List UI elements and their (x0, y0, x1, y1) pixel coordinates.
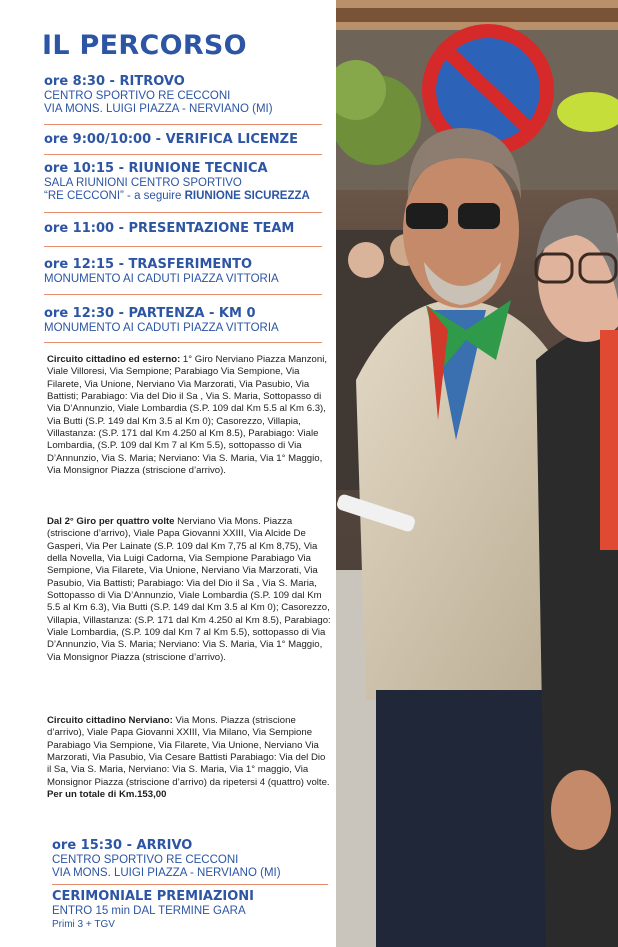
divider (44, 294, 322, 295)
route-total-distance: Per un totale di Km.153,00 (47, 789, 167, 801)
awards-section: CERIMONIALE PREMIAZIONI ENTRO 15 min DAL TERMINE GARA Primi 3 + TGV (52, 889, 255, 930)
circuit-external-description: Circuito cittadino ed esterno: 1° Giro Nerviano Piazza Manzoni, Viale Villoresi, Via Sempione; Parabiago Via Sempione, Via Filarete, Via Unione, Nerviano Via Marzorati, Via Pasubio, Via Battisti; Parabiago: Via del Dio il Sa , Via S. Maria, Sottopasso di Via D’Annunzio, Viale Lombardia (S.P. 109 dal Km 5.5 al Km 6.3), Via Butti (S.P. 149 dal Km 3.5 al Km 0); Casorezzo, Villapia, Villastanza: (S.P. 171 dal Km 4.250 al Km 8.5), Parabiago: Viale Lombardia, (S.P. 109 dal Km 7 al Km 5.5), sottopasso di Via D’Annunzio, Via S. Maria; Nerviano: Via S. Maria, Via 1° Maggio, Via Monsignor Piazza (striscione d’arrivo). (47, 354, 328, 477)
divider (44, 246, 322, 247)
divider (44, 342, 322, 343)
circuit-nerviano-description: Circuito cittadino Nerviano: Via Mons. Piazza (striscione d’arrivo), Viale Papa Giovanni XXIII, Via Milano, Via Sempione Parabiago Via Sempione, Via Filarete, Via Unione, Nerviano Via Marzorati, Via Pasubio, Via Cesare Battisti Parabiago: Via del Dio il Sa, Via S. Maria, Nerviano: Via S. Maria, Via 1° maggio, Via Monsignor Piazza (striscione d’arrivo) da ripetersi 4 (quattro) volte. Per un totale di Km.153,00 (47, 715, 330, 801)
schedule-item-riunione-tecnica: ore 10:15 - RIUNIONE TECNICA SALA RIUNIONI CENTRO SPORTIVO “RE CECCONI” - a seguire RIUNIONE SICUREZZA (44, 161, 310, 202)
page-title: IL PERCORSO (42, 30, 247, 61)
schedule-item-presentazione-team: ore 11:00 - PRESENTAZIONE TEAM (44, 221, 295, 236)
circuit-second-lap-description: Dal 2° Giro per quattro volte Nerviano Via Mons. Piazza (striscione d’arrivo), Viale Papa Giovanni XXIII, Via Alcide De Gasperi, Via Per Lainate (S.P. 109 dal Km 7,75 al Km 8,75), Via della Novella, Via Luigi Cadorna, Via Sempione Parabiago Via Sempione, Via Filarete, Via Unione, Nerviano Via Marzorati, Via Pasubio, Via Battisti; Parabiago: Via del Dio il Sa , Via S. Maria, Sottopasso di Via D’Annunzio, Viale Lombardia (S.P. 109 dal Km 5.5 al Km 6.3), Via Butti (S.P. 149 dal Km 3.5 al Km 0); Casorezzo, Villapia, Villastanza: (S.P. 171 dal Km 4.250 al Km 8.5), Parabiago: Viale Lombardia, (S.P. 109 dal Km 7 al Km 5.5), sottopasso di Via D’Annunzio, Via S. Maria; Nerviano: Via S. Maria, Via 1° Maggio, Via Monsignor Piazza (striscione d’arrivo). (47, 516, 331, 663)
divider (44, 154, 322, 155)
divider (44, 124, 322, 125)
spectators-photo (336, 0, 618, 947)
schedule-item-partenza: ore 12:30 - PARTENZA - KM 0 MONUMENTO AI CADUTI PIAZZA VITTORIA (44, 306, 279, 334)
divider (52, 884, 328, 885)
divider (44, 212, 322, 213)
schedule-item-arrivo: ore 15:30 - ARRIVO CENTRO SPORTIVO RE CECCONI VIA MONS. LUIGI PIAZZA - NERVIANO (MI) (52, 838, 281, 879)
schedule-item-verifica-licenze: ore 9:00/10:00 - VERIFICA LICENZE (44, 132, 298, 147)
schedule-item-ritrovo: ore 8:30 - RITROVO CENTRO SPORTIVO RE CECCONI VIA MONS. LUIGI PIAZZA - NERVIANO (MI) (44, 74, 273, 115)
schedule-item-trasferimento: ore 12:15 - TRASFERIMENTO MONUMENTO AI CADUTI PIAZZA VITTORIA (44, 257, 279, 285)
